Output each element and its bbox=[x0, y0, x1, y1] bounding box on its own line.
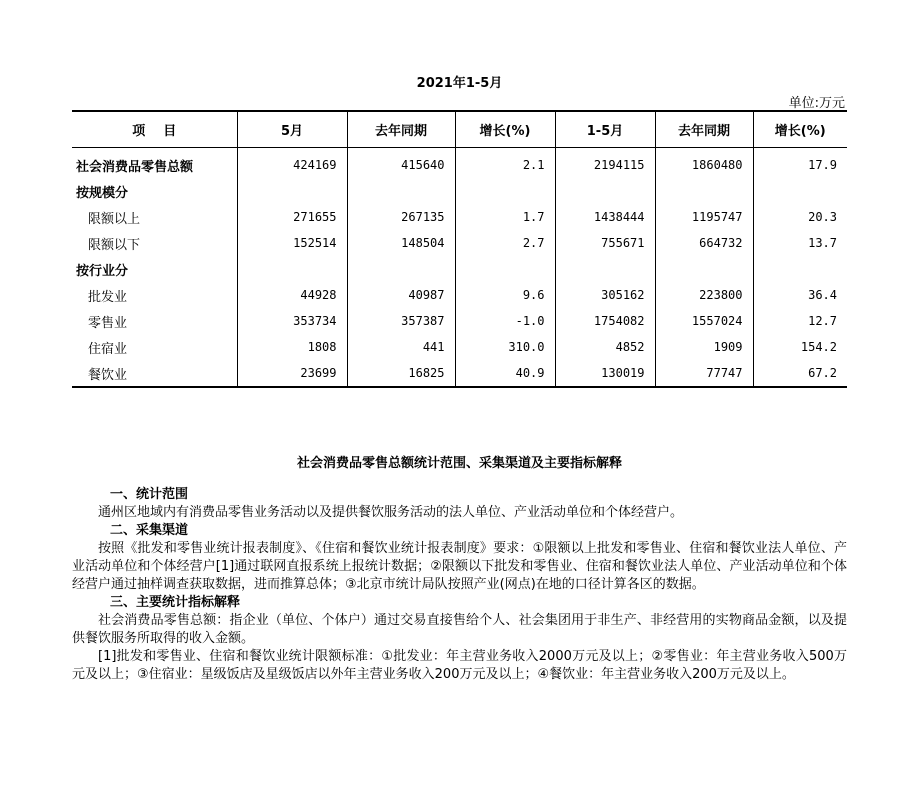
notes-title: 社会消费品零售总额统计范围、采集渠道及主要指标解释 bbox=[296, 456, 622, 471]
report-period: 2021年1-5月 bbox=[416, 76, 503, 91]
cell: 4852 bbox=[555, 334, 655, 360]
section-3-text-2: [1]批发和零售业、住宿和餐饮业统计限额标准：①批发业：年主营业务收入2000万元及以上；②零售业：年主营业务收入500万元及以上；③住宿业：星级饭店及星级饭店以外年主营业务收入200万元及以上；④餐饮业：年主营业务收入200万元及以上。 bbox=[72, 649, 847, 682]
cell: 1860480 bbox=[655, 148, 753, 179]
row-label: 批发业 bbox=[88, 289, 128, 305]
cell: 1808 bbox=[237, 334, 347, 360]
table-row bbox=[72, 256, 847, 282]
cell: 1.7 bbox=[455, 204, 555, 230]
cell: 20.3 bbox=[753, 204, 847, 230]
header-last-year-ytd: 去年同期 bbox=[655, 111, 753, 148]
cell: 130019 bbox=[555, 360, 655, 387]
cell: 441 bbox=[347, 334, 455, 360]
row-label: 按规模分 bbox=[76, 185, 129, 201]
header-item: 项 目 bbox=[72, 111, 237, 148]
notes-body bbox=[72, 486, 847, 684]
section-3-title: 三、主要统计指标解释 bbox=[110, 595, 241, 610]
row-label: 社会消费品零售总额 bbox=[76, 159, 194, 175]
row-label: 住宿业 bbox=[88, 341, 128, 357]
header-ytd: 1-5月 bbox=[555, 111, 655, 148]
cell: 1909 bbox=[655, 334, 753, 360]
cell: 271655 bbox=[237, 204, 347, 230]
cell: 40987 bbox=[347, 282, 455, 308]
row-label: 限额以上 bbox=[88, 211, 141, 227]
cell: 1754082 bbox=[555, 308, 655, 334]
retail-sales-table bbox=[72, 110, 847, 388]
cell: 267135 bbox=[347, 204, 455, 230]
cell: 424169 bbox=[237, 148, 347, 179]
cell: 23699 bbox=[237, 360, 347, 387]
cell bbox=[753, 178, 847, 204]
cell: 67.2 bbox=[753, 360, 847, 387]
cell: 305162 bbox=[555, 282, 655, 308]
cell bbox=[655, 256, 753, 282]
cell bbox=[237, 256, 347, 282]
cell: 44928 bbox=[237, 282, 347, 308]
cell: 664732 bbox=[655, 230, 753, 256]
cell: 17.9 bbox=[753, 148, 847, 179]
section-2-title: 二、采集渠道 bbox=[110, 523, 189, 538]
row-label: 餐饮业 bbox=[72, 360, 237, 387]
cell: 1438444 bbox=[555, 204, 655, 230]
cell bbox=[555, 256, 655, 282]
cell: 40.9 bbox=[455, 360, 555, 387]
table-row bbox=[72, 308, 847, 334]
cell: 2194115 bbox=[555, 148, 655, 179]
header-month: 5月 bbox=[237, 111, 347, 148]
cell: 353734 bbox=[237, 308, 347, 334]
cell bbox=[237, 178, 347, 204]
section-1-text: 通州区地域内有消费品零售业务活动以及提供餐饮服务活动的法人单位、产业活动单位和个体经营户。 bbox=[98, 505, 684, 520]
header-growth-month: 增长(%) bbox=[455, 111, 555, 148]
cell bbox=[347, 178, 455, 204]
cell: 2.1 bbox=[455, 148, 555, 179]
header-last-year-month: 去年同期 bbox=[347, 111, 455, 148]
cell: 152514 bbox=[237, 230, 347, 256]
table-row bbox=[72, 360, 847, 387]
header-growth-ytd: 增长(%) bbox=[753, 111, 847, 148]
cell: 154.2 bbox=[753, 334, 847, 360]
cell: 2.7 bbox=[455, 230, 555, 256]
cell bbox=[455, 178, 555, 204]
cell bbox=[655, 178, 753, 204]
cell: 223800 bbox=[655, 282, 753, 308]
cell: 36.4 bbox=[753, 282, 847, 308]
table-row bbox=[72, 204, 847, 230]
table-row bbox=[72, 282, 847, 308]
cell: 148504 bbox=[347, 230, 455, 256]
table-row bbox=[72, 148, 847, 179]
section-1-title: 一、统计范围 bbox=[110, 487, 189, 502]
cell: 1195747 bbox=[655, 204, 753, 230]
cell bbox=[753, 256, 847, 282]
cell: 415640 bbox=[347, 148, 455, 179]
cell: -1.0 bbox=[455, 308, 555, 334]
cell: 12.7 bbox=[753, 308, 847, 334]
row-label: 按行业分 bbox=[76, 263, 129, 279]
cell: 1557024 bbox=[655, 308, 753, 334]
cell: 13.7 bbox=[753, 230, 847, 256]
section-2-text: 按照《批发和零售业统计报表制度》、《住宿和餐饮业统计报表制度》要求：①限额以上批发和零售业、住宿和餐饮业法人单位、产业活动单位和个体经营户[1]通过联网直报系统上报统计数据；②限额以下批发和零售业、住宿和餐饮业法人单位、产业活动单位和个体经营户通过抽样调查获取数据，进而推算总体；③北京市统计局队按照产业(网点)在地的口径计算各区的数据。 bbox=[72, 541, 847, 592]
cell: 9.6 bbox=[455, 282, 555, 308]
cell: 77747 bbox=[655, 360, 753, 387]
cell: 16825 bbox=[347, 360, 455, 387]
cell bbox=[455, 256, 555, 282]
row-label: 限额以下 bbox=[88, 237, 141, 253]
cell bbox=[555, 178, 655, 204]
table-header-row bbox=[72, 111, 847, 148]
unit-label: 单位:万元 bbox=[788, 96, 845, 111]
table-row bbox=[72, 178, 847, 204]
cell: 310.0 bbox=[455, 334, 555, 360]
section-3-text-1: 社会消费品零售总额：指企业（单位、个体户）通过交易直接售给个人、社会集团用于非生产、非经营用的实物商品金额，以及提供餐饮服务所取得的收入金额。 bbox=[72, 613, 847, 646]
cell: 755671 bbox=[555, 230, 655, 256]
row-label: 零售业 bbox=[88, 315, 128, 331]
cell bbox=[347, 256, 455, 282]
table-row bbox=[72, 230, 847, 256]
table-row bbox=[72, 334, 847, 360]
cell: 357387 bbox=[347, 308, 455, 334]
